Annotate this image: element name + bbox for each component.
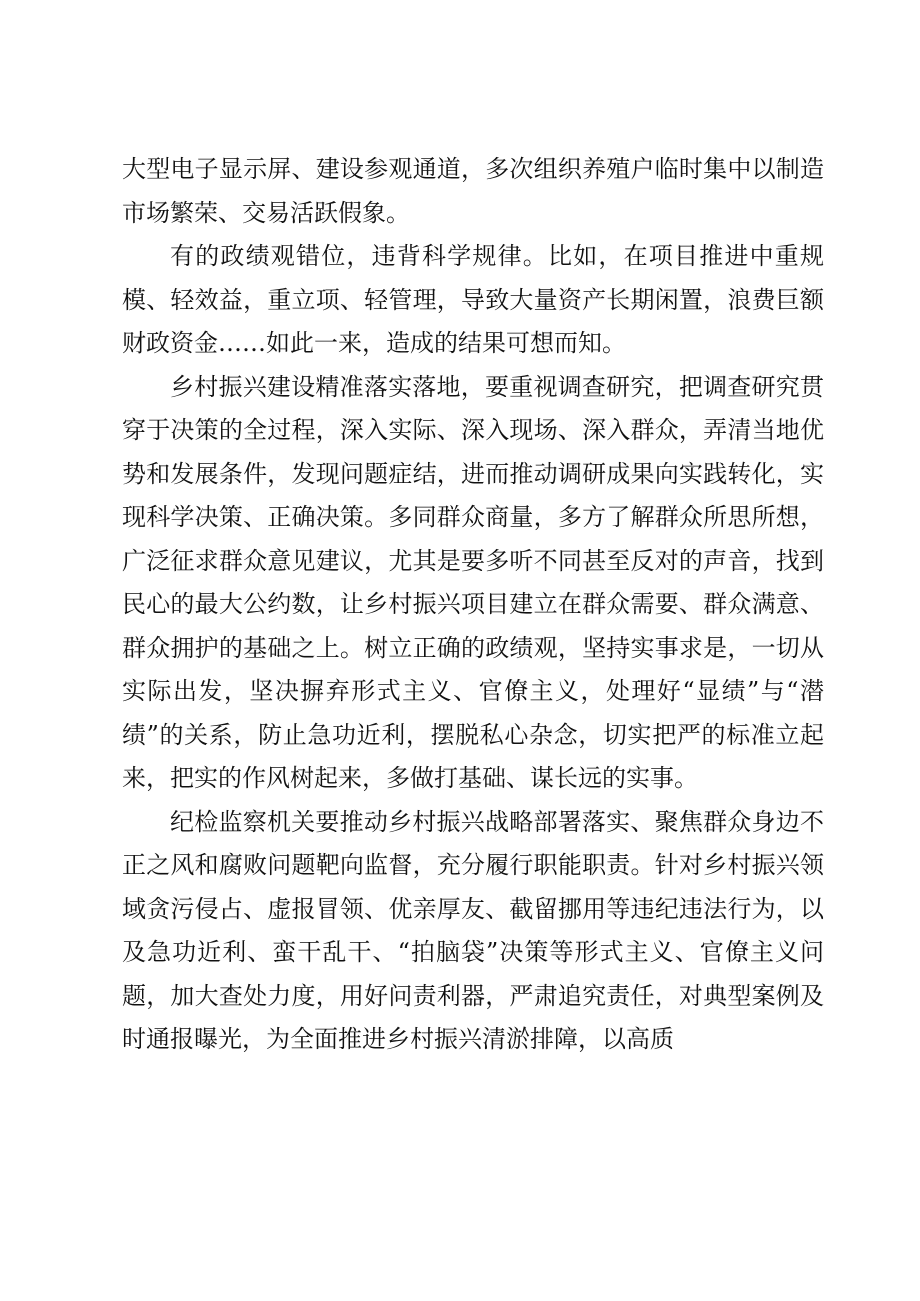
- paragraph-discipline-supervision: 纪检监察机关要推动乡村振兴战略部署落实、聚焦群众身边不正之风和腐败问题靶向监督，充分履行职能职责。针对乡村振兴领域贪污侵占、虚报冒领、优亲厚友、截留挪用等违纪违法行为，以及急功近利、蛮干乱干、“拍脑袋”决策等形式主义、官僚主义问题，加大查处力度，用好问责利器，严肃追究责任，对典型案例及时通报曝光，为全面推进乡村振兴清淤排障，以高质: [122, 807, 824, 1053]
- paragraph-rural-revitalization: 乡村振兴建设精准落实落地，要重视调查研究，把调查研究贯穿于决策的全过程，深入实际、深入现场、深入群众，弄清当地优势和发展条件，发现问题症结，进而推动调研成果向实践转化，实现科学决策、正确决策。多同群众商量，多方了解群众所思所想，广泛征求群众意见建议，尤其是要多听不同甚至反对的声音，找到民心的最大公约数，让乡村振兴项目建立在群众需要、群众满意、群众拥护的基础之上。树立正确的政绩观，坚持实事求是，一切从实际出发，坚决摒弃形式主义、官僚主义，处理好“显绩”与“潜绩”的关系，防止急功近利，摆脱私心杂念，切实把严的标准立起来，把实的作风树起来，多做打基础、谋长远的实事。: [122, 372, 824, 792]
- paragraph-performance-view: 有的政绩观错位，违背科学规律。比如，在项目推进中重规模、轻效益，重立项、轻管理，导致大量资产长期闲置，浪费巨额财政资金……如此一来，造成的结果可想而知。: [122, 242, 824, 357]
- document-body: [122, 148, 824, 1062]
- paragraph-continuation: 大型电子显示屏、建设参观通道，多次组织养殖户临时集中以制造市场繁荣、交易活跃假象。: [122, 155, 824, 227]
